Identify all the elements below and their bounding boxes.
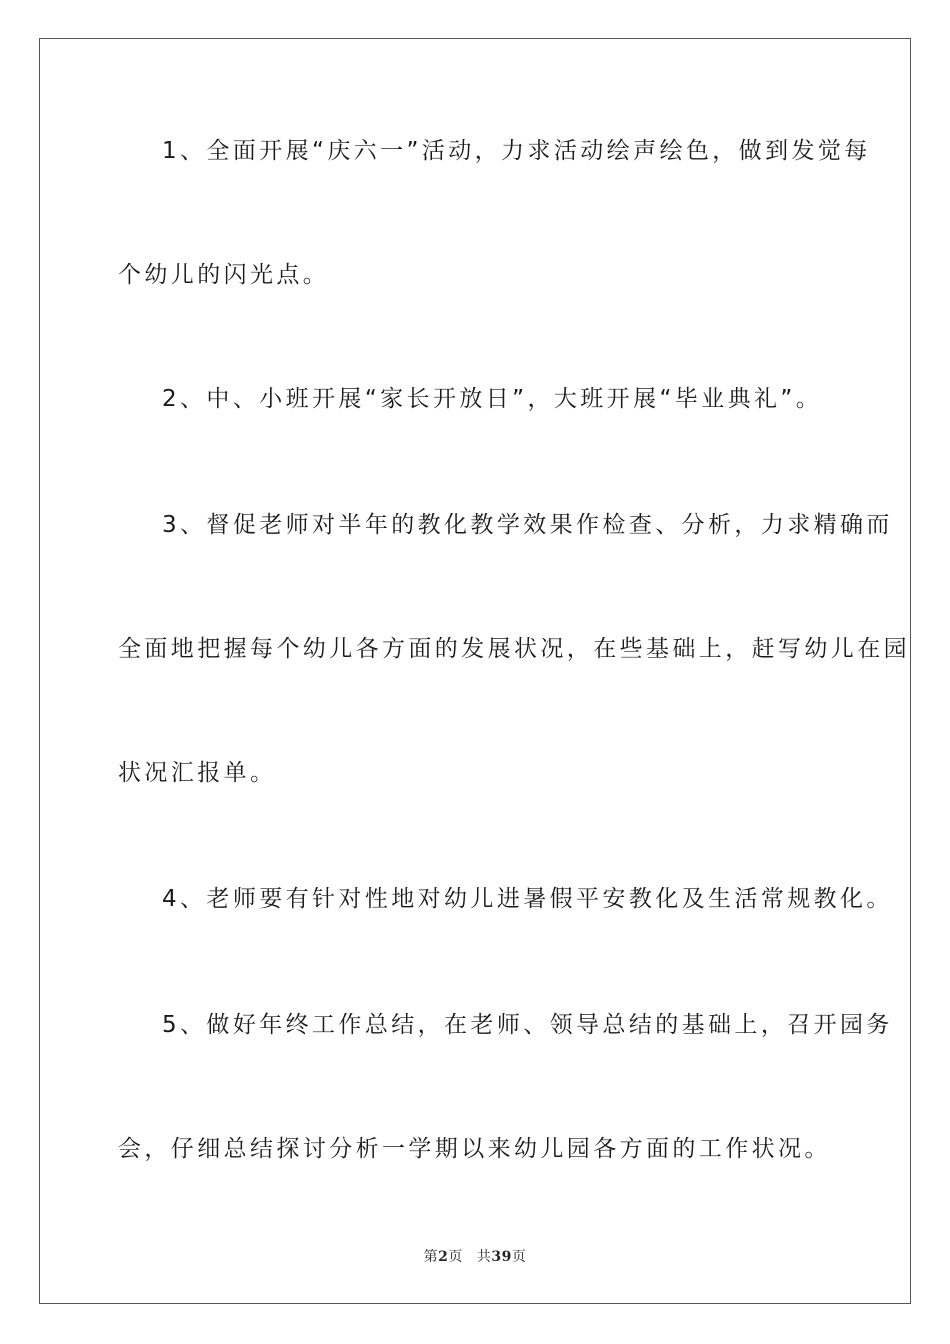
footer-page-suffix: 页 (448, 1249, 463, 1265)
paragraph-4-line-1: 4、老师要有针对性地对幼儿进暑假平安教化及生活常规教化。 (162, 886, 893, 912)
paragraph-3-line-3: 状况汇报单。 (118, 760, 277, 786)
paragraph-3-line-1: 3、督促老师对半年的教化教学效果作检查、分析，力求精确而 (162, 512, 893, 538)
paragraph-2-line-1: 2、中、小班开展“家长开放日”，大班开展“毕业典礼”。 (162, 386, 823, 412)
paragraph-1-line-2: 个幼儿的闪光点。 (118, 262, 330, 288)
paragraph-5-line-2: 会，仔细总结探讨分析一学期以来幼儿园各方面的工作状况。 (118, 1136, 831, 1162)
page-footer (0, 1246, 950, 1266)
footer-total-suffix: 页 (511, 1249, 527, 1265)
footer-total-prefix: 共 (476, 1249, 492, 1265)
paragraph-3-line-2: 全面地把握每个幼儿各方面的发展状况，在些基础上，赶写幼儿在园 (118, 636, 910, 662)
page-frame (39, 38, 911, 1304)
paragraph-1-line-1: 1、全面开展“庆六一”活动，力求活动绘声绘色，做到发觉每 (162, 138, 871, 164)
paragraph-5-line-1: 5、做好年终工作总结，在老师、领导总结的基础上，召开园务 (162, 1012, 893, 1038)
footer-page-number: 2 (438, 1249, 449, 1265)
footer-total-pages: 39 (491, 1249, 512, 1265)
footer-page-prefix: 第 (423, 1249, 439, 1265)
